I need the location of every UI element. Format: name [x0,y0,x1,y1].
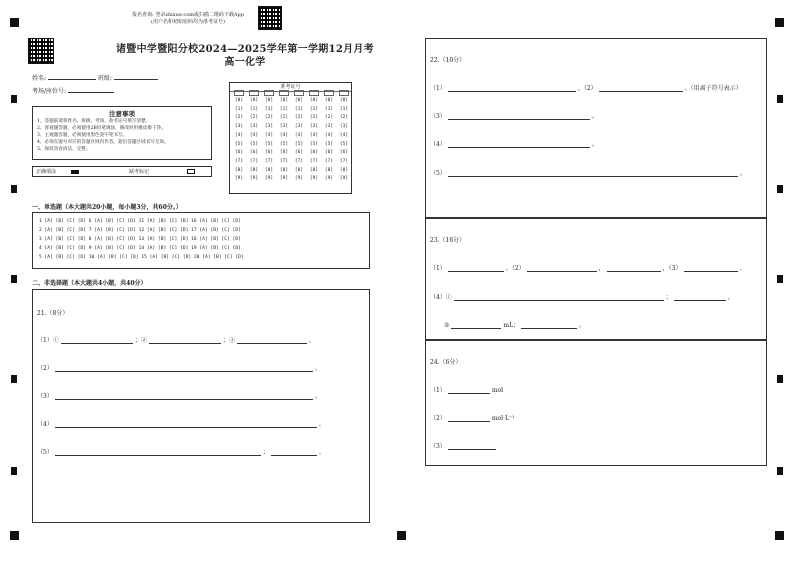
q23-part4 [430,292,734,301]
notice-item: 4、必须在题号对应的答题区域内作答，超出答题区域书写无效。 [37,140,169,145]
exam-id-bubble[interactable]: [8] [264,167,274,173]
answer-line[interactable] [448,141,590,148]
exam-id-bubble[interactable]: [9] [294,176,304,182]
timing-mark [777,375,783,383]
exam-id-bubble[interactable]: [9] [324,176,334,182]
exam-id-write-cell[interactable] [279,90,289,96]
corner-mark [775,18,784,27]
q23-comma: ， [727,294,734,301]
exam-id-bubble[interactable]: [4] [339,132,349,138]
q23-end: 。 [579,322,586,329]
exam-id-column [264,97,274,184]
exam-id-bubble[interactable]: [1] [339,106,349,112]
exam-id-bubble[interactable]: [6] [294,150,304,156]
exam-id-column [309,97,319,184]
exam-id-bubble[interactable]: [0] [264,98,274,103]
timing-mark [11,275,17,283]
school-title: 诸暨中学暨阳分校2024—2025学年第一学期12月月考 [116,44,374,55]
class-label: 班级: [97,75,112,82]
notice-box [32,106,212,160]
exam-id-bubble[interactable]: [7] [249,158,259,164]
exam-id-bubble[interactable]: [4] [249,132,259,138]
answer-line[interactable] [448,415,490,422]
exam-id-bubble[interactable]: [2] [264,115,274,121]
q21-end: 。 [308,337,315,344]
answer-line[interactable] [521,322,577,329]
section1-title: 一、单选题（本大题共20小题，每小题3分，共60分。） [32,204,182,211]
exam-id-bubble[interactable]: [8] [309,167,319,173]
exam-id-bubble[interactable]: [6] [264,150,274,156]
q22-p4-label: （4） [430,141,446,148]
corner-mark [10,18,19,27]
q23-unit-ml: mL； [503,322,520,329]
answer-line[interactable] [448,265,504,272]
exam-id-bubble[interactable]: [3] [234,124,244,130]
seat-label: 考场/座位号: [32,88,67,95]
q21-p5-label: （5） [37,449,53,456]
exam-id-column [234,97,244,184]
exam-id-bubble[interactable]: [6] [234,150,244,156]
q21-end: 。 [314,393,321,400]
timing-mark [11,467,17,475]
exam-id-bubble[interactable]: [3] [279,124,289,130]
top-note-line1: 报名查询: 登录zhixue.com或扫描二维码下载App [132,12,244,18]
q22-box [425,38,767,218]
timing-mark [11,185,17,193]
top-note-line2: (用户名和初始密码均为准考证号) [151,19,225,25]
exam-id-bubble[interactable]: [3] [339,124,349,130]
exam-id-column [324,97,334,184]
exam-id-bubble[interactable]: [3] [324,124,334,130]
seat-field[interactable] [68,87,114,93]
exam-id-bubble[interactable]: [0] [324,98,334,103]
exam-id-bubble[interactable]: [4] [234,132,244,138]
exam-id-label: 准考证号 [230,84,351,92]
q24-p1-label: （1） [430,387,446,394]
exam-id-bubble[interactable]: [2] [249,115,259,121]
absent-mark-box[interactable] [187,169,195,174]
answer-line[interactable] [527,265,597,272]
subject-title: 高一化学 [224,57,266,68]
answer-line[interactable] [237,337,307,344]
q23-p3-label: ，（3） [662,265,682,272]
exam-id-bubble[interactable]: [9] [264,176,274,182]
answer-line[interactable] [684,265,738,272]
exam-id-bubble[interactable]: [7] [234,158,244,164]
corner-mark [10,531,19,540]
exam-id-bubble[interactable]: [4] [279,132,289,138]
answer-line[interactable] [55,365,313,372]
answer-line[interactable] [448,387,490,394]
answer-line[interactable] [61,337,133,344]
q23-end: 。 [739,265,746,272]
q21-part4 [37,419,325,428]
q22-part1 [430,83,742,92]
timing-mark [777,467,783,475]
q23-part1 [430,263,746,272]
exam-id-bubble[interactable]: [5] [264,141,274,147]
mc-row[interactable]: 2 [A] [B] [C] [D] 7 [A] [B] [C] [D] 12 [A] [B] [C] [D] 17 [A] [B] [C] [D] [39,228,241,233]
q24-unit2: mol·L⁻¹ [491,415,515,422]
q21-part1 [37,335,315,344]
q22-p5-label: （5） [430,170,446,177]
exam-id-bubble[interactable]: [1] [294,106,304,112]
exam-id-bubble[interactable]: [5] [309,141,319,147]
exam-id-write-cell[interactable] [249,90,259,96]
exam-id-bubble[interactable]: [3] [294,124,304,130]
exam-id-bubble[interactable]: [5] [294,141,304,147]
exam-id-bubble[interactable]: [4] [294,132,304,138]
exam-id-column [249,97,259,184]
exam-id-column [339,97,349,184]
q22-end: 。 [739,170,746,177]
q23-box [425,218,767,340]
exam-id-bubble[interactable]: [5] [249,141,259,147]
answer-line[interactable] [454,294,664,301]
answer-line[interactable] [674,294,726,301]
name-field[interactable] [48,74,96,80]
answer-line[interactable] [448,113,590,120]
q24-part3 [430,441,496,450]
exam-id-write-cell[interactable] [264,90,274,96]
q21-end: 。 [314,365,321,372]
answer-line[interactable] [149,337,221,344]
timing-mark [777,185,783,193]
mc-row[interactable]: 4 [A] [B] [C] [D] 9 [A] [B] [C] [D] 14 [A] [B] [C] [D] 19 [A] [B] [C] [D] [39,246,241,251]
q21-semi: ； [262,449,269,456]
mc-row[interactable]: 3 [A] [B] [C] [D] 8 [A] [B] [C] [D] 13 [A] [B] [C] [D] 18 [A] [B] [C] [D] [39,237,241,242]
answer-line[interactable] [599,85,683,92]
exam-id-box [229,82,352,194]
exam-id-bubble[interactable]: [6] [279,150,289,156]
q22-part4 [430,139,598,148]
exam-id-bubble[interactable]: [6] [339,150,349,156]
notice-item: 5、保持答卷清洁、完整。 [37,147,91,152]
exam-id-bubble[interactable]: [1] [234,106,244,112]
notice-item: 2、客观题答题，必须使用2B铅笔填涂，修改时用橡皮擦干净。 [37,126,166,131]
q21-title: 21.（8分） [37,310,69,317]
q24-title: 24.（6分） [430,359,462,366]
exam-id-bubble[interactable]: [5] [234,141,244,147]
mc-row[interactable]: 5 [A] [B] [C] [D] 10 [A] [B] [C] [D] 15 [A] [B] [C] [D] 20 [A] [B] [C] [D] [39,255,244,260]
exam-id-write-cell[interactable] [294,90,304,96]
exam-id-bubble[interactable]: [1] [279,106,289,112]
exam-id-bubble[interactable]: [7] [264,158,274,164]
q22-p1-note: 。（用离子符号表示） [684,85,742,92]
exam-id-write-cell[interactable] [324,90,334,96]
q22-end: 。 [591,113,598,120]
q21-p1-label: （1）① [37,337,59,344]
corner-mark [397,531,406,540]
exam-id-bubble[interactable]: [3] [264,124,274,130]
exam-id-bubble[interactable]: [4] [309,132,319,138]
name-label: 姓名: [32,75,47,82]
mc-answer-box [32,212,370,269]
q24-p3-label: （3） [430,443,446,450]
exam-id-bubble[interactable]: [7] [309,158,319,164]
exam-id-bubble[interactable]: [8] [279,167,289,173]
q22-title: 22.（10分） [430,57,466,64]
exam-id-bubble[interactable]: [7] [339,158,349,164]
exam-id-bubble[interactable]: [6] [324,150,334,156]
exam-id-bubble[interactable]: [0] [339,98,349,103]
notice-title: 注意事项 [109,110,135,118]
q24-unit1: mol [491,387,504,394]
q24-box [425,340,767,466]
exam-id-bubble[interactable]: [8] [324,167,334,173]
answer-line[interactable] [271,449,317,456]
correct-fill-sample [71,170,79,174]
exam-id-bubble[interactable]: [4] [324,132,334,138]
exam-id-bubble[interactable]: [1] [309,106,319,112]
mc-row[interactable]: 1 [A] [B] [C] [D] 6 [A] [B] [C] [D] 11 [A] [B] [C] [D] 16 [A] [B] [C] [D] [39,219,241,224]
exam-id-bubble[interactable]: [7] [294,158,304,164]
exam-id-bubble[interactable]: [0] [279,98,289,103]
fill-sample-box [32,166,212,177]
q21-p1c-label: ；③ [222,337,235,344]
exam-id-bubble[interactable]: [8] [294,167,304,173]
q21-p2-label: （2） [37,365,53,372]
q21-p3-label: （3） [37,393,53,400]
exam-id-bubble[interactable]: [1] [249,106,259,112]
q22-part3 [430,111,598,120]
answer-line[interactable] [448,170,738,177]
q22-p1-label: （1） [430,85,446,92]
exam-id-bubble[interactable]: [9] [279,176,289,182]
exam-id-bubble[interactable]: [1] [264,106,274,112]
seat-row [32,87,114,96]
exam-id-bubble[interactable]: [5] [279,141,289,147]
exam-id-bubble[interactable]: [7] [279,158,289,164]
exam-id-bubble[interactable]: [7] [324,158,334,164]
exam-id-bubble[interactable]: [2] [324,115,334,121]
q21-part3 [37,391,321,400]
q22-p1b-label: ，（2） [577,85,597,92]
q23-p1-label: （1） [430,265,446,272]
exam-id-write-cell[interactable] [234,90,244,96]
exam-id-bubble[interactable]: [3] [309,124,319,130]
answer-line[interactable] [55,393,313,400]
exam-id-bubble[interactable]: [6] [249,150,259,156]
exam-id-bubble[interactable]: [2] [279,115,289,121]
exam-id-bubble[interactable]: [0] [294,98,304,103]
timing-mark [777,275,783,283]
q23-title: 23.（16分） [430,237,466,244]
exam-id-write-cell[interactable] [339,90,349,96]
correct-fill-label: 正确填涂 [36,169,57,175]
exam-id-bubble[interactable]: [9] [249,176,259,182]
qr-code-icon [28,38,54,64]
exam-id-bubble[interactable]: [9] [339,176,349,182]
q23-p4c-label: ② [444,322,450,329]
exam-id-bubble[interactable]: [8] [249,167,259,173]
exam-id-bubble[interactable]: [0] [234,98,244,103]
timing-mark [11,95,17,103]
q21-end: 。 [318,449,325,456]
q22-end: 。 [591,141,598,148]
q21-part2 [37,363,321,372]
exam-id-bubble[interactable]: [6] [309,150,319,156]
q23-comma: ， [598,265,605,272]
q23-p2-label: ，（2） [505,265,525,272]
timing-mark [11,375,17,383]
name-class-row [32,74,158,83]
answer-line[interactable] [607,265,661,272]
q21-part5 [37,447,325,456]
exam-id-bubble[interactable]: [8] [339,167,349,173]
exam-id-bubble[interactable]: [0] [249,98,259,103]
q21-p4-label: （4） [37,421,53,428]
exam-id-bubble[interactable]: [2] [339,115,349,121]
exam-id-bubble[interactable]: [2] [234,115,244,121]
exam-id-bubble[interactable]: [0] [309,98,319,103]
absent-label: 缺考标记 [129,169,150,175]
q24-part1 [430,385,503,394]
exam-id-bubble[interactable]: [9] [309,176,319,182]
class-field[interactable] [114,74,158,80]
q24-p2-label: （2） [430,415,446,422]
exam-id-bubble[interactable]: [3] [249,124,259,130]
q21-end: 。 [318,421,325,428]
timing-mark [777,95,783,103]
notice-item: 1、答题前请将姓名、班级、考场、准考证号填写清楚。 [37,119,151,124]
exam-id-bubble[interactable]: [5] [324,141,334,147]
exam-id-bubble[interactable]: [8] [234,167,244,173]
q23-p4b: ； [665,294,672,301]
answer-line[interactable] [448,443,496,450]
answer-line[interactable] [448,85,576,92]
corner-mark [775,531,784,540]
q22-part5 [430,168,746,177]
q24-part2 [430,413,515,422]
q21-box [32,289,370,523]
exam-id-bubble[interactable]: [9] [234,176,244,182]
exam-id-bubble[interactable]: [5] [339,141,349,147]
q23-p4-label: （4）① [430,294,452,301]
exam-id-bubble[interactable]: [2] [294,115,304,121]
answer-line[interactable] [451,322,501,329]
qr-code-icon [258,6,282,30]
notice-item: 3、主观题答题，必须使用黑色签字笔书写。 [37,133,128,138]
exam-id-bubble[interactable]: [1] [324,106,334,112]
exam-id-write-cell[interactable] [309,90,319,96]
q22-p3-label: （3） [430,113,446,120]
exam-id-bubble[interactable]: [4] [264,132,274,138]
q23-part4b [444,320,585,329]
answer-line[interactable] [55,421,317,428]
exam-id-column [279,97,289,184]
exam-id-bubble[interactable]: [2] [309,115,319,121]
section2-title: 二、非选择题（本大题共4小题，共40分） [32,280,147,287]
top-note [118,12,258,26]
exam-id-column [294,97,304,184]
q21-p1b-label: ；② [134,337,147,344]
answer-line[interactable] [55,449,261,456]
